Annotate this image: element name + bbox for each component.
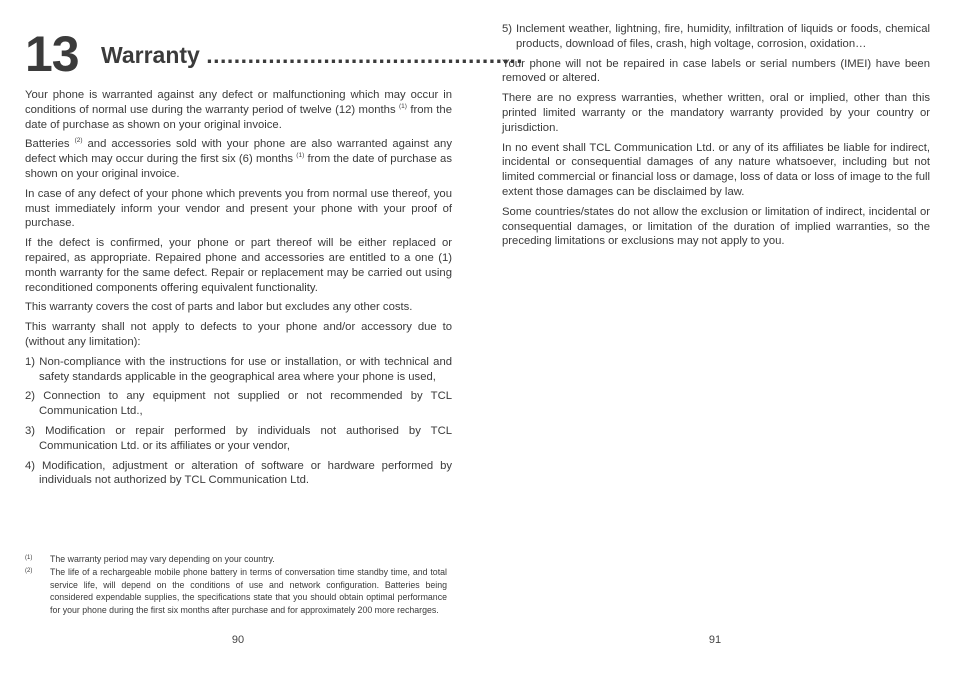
footnote-text: The life of a rechargeable mobile phone battery in terms of conversation time standby time, and total service life, will depend on the conditions of use and network configuration. Batteries being considered expendable supplies, the specifications state that you should obtain optimal performance for your phone during the first six months after purchase and for approximately 200 more recharges. xyxy=(50,566,447,616)
footnotes xyxy=(25,553,447,617)
paragraph: In case of any defect of your phone which prevents you from normal use thereof, you must immediately inform your vendor and present your phone with your proof of purchase. xyxy=(25,187,452,230)
paragraph: There are no express warranties, whether written, oral or implied, other than this printed limited warranty or the mandatory warranty provided by your country or jurisdiction. xyxy=(502,92,930,134)
paragraph: Some countries/states do not allow the exclusion or limitation of indirect, incidental or consequential damages, or limitation of the duration of implied warranties, so the preceding limitations or exclusions may not apply to you. xyxy=(502,205,930,248)
footnote-text: The warranty period may vary depending on your country. xyxy=(50,554,275,564)
list-item: 4) Modification, adjustment or alteration of software or hardware performed by individuals not authorized by TCL Communication Ltd. xyxy=(25,459,453,487)
chapter-title-text: Warranty xyxy=(101,42,200,68)
page-number: 91 xyxy=(708,634,722,646)
chapter-title xyxy=(101,40,524,70)
paragraph: Batteries $^{(2)}$ and accessories sold with your phone are also warranted against any defect which may occur during the first six (6) months $^{(1)}$ from the date of purchase as shown on your original invoice. xyxy=(25,137,452,180)
list-item: 1) Non-compliance with the instructions for use or installation, or with technical and safety standards applicable in the geographical area where your phone is used, xyxy=(25,355,453,383)
paragraph: If the defect is confirmed, your phone or part thereof will be either replaced or repaired, as appropriate. Repaired phone and accessories are entitled to a one (1) month warranty for the same defect. Repair or replacement may be carried out using reconditioned components offering equivalent functionality. xyxy=(25,237,452,294)
footnote-ref: (1) xyxy=(398,102,407,110)
paragraph: In no event shall TCL Communication Ltd. or any of its affiliates be liable for indirect, incidental or consequential damages of any nature whatsoever, including but not limited commercial or financial loss or damage, loss of data or loss of image to the full extent those damages can be disclaimed by law. xyxy=(502,141,930,198)
footnote-ref: (2) xyxy=(74,137,83,145)
list-item: 2) Connection to any equipment not supplied or not recommended by TCL Communication Ltd., xyxy=(25,390,453,418)
chapter-number: 13 xyxy=(25,26,79,82)
list-item: 5) Inclement weather, lightning, fire, humidity, infiltration of liquids or foods, chemical products, download of files, crash, high voltage, corrosion, oxidation… xyxy=(502,23,931,50)
paragraph: Your phone will not be repaired in case labels or serial numbers (IMEI) have been removed or altered. xyxy=(502,57,930,85)
paragraph: This warranty covers the cost of parts and labor but excludes any other costs. xyxy=(25,301,413,314)
footnote xyxy=(25,566,447,617)
title-leader-dots: .............................................. xyxy=(206,42,524,68)
footnote xyxy=(25,553,447,566)
page-number: 90 xyxy=(231,634,245,646)
paragraph: This warranty shall not apply to defects to your phone and/or accessory due to (without any limitation): xyxy=(25,321,452,348)
right-body xyxy=(502,22,930,254)
right-page xyxy=(477,0,954,678)
left-body xyxy=(25,88,452,493)
footnote-ref: (1) xyxy=(296,152,305,160)
list-item: 3) Modification or repair performed by individuals not authorised by TCL Communication Ltd. or its affiliates or your vendor, xyxy=(25,424,453,452)
paragraph: Your phone is warranted against any defect or malfunctioning which may occur in conditions of normal use during the warranty period of twelve (12) months $^{(1)}$ from the date of purchase as shown on your original invoice. xyxy=(25,89,452,131)
footnote-mark: (1) xyxy=(25,555,33,561)
footnote-mark: (2) xyxy=(25,567,33,574)
